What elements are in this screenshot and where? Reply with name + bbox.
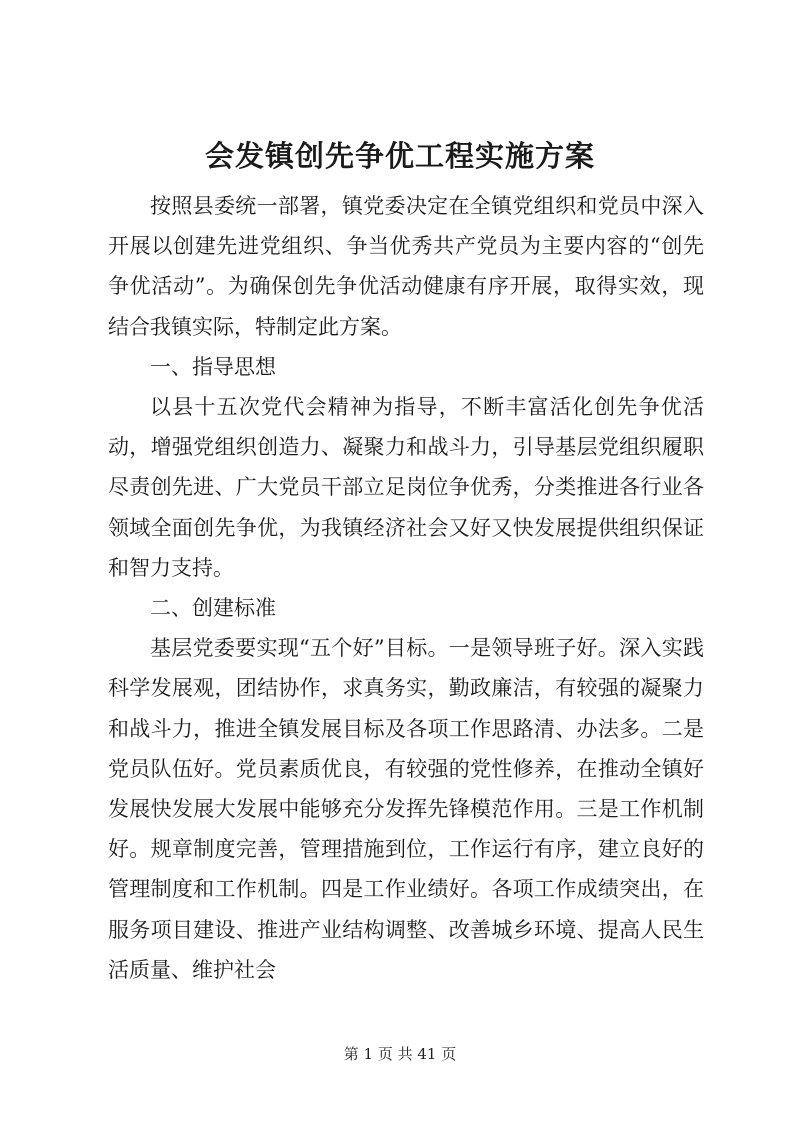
paragraph-guiding-ideology: 以县十五次党代会精神为指导，不断丰富活化创先争优活动，增强党组织创造力、凝聚力和战斗力，引导基层党组织履职尽责创先进、广大党员干部立足岗位争优秀，分类推进各行业各领域全面创先争优，为我镇经济社会又好又快发展提供组织保证和智力支持。 bbox=[108, 395, 704, 580]
page-number-label: 第 1 页 共 41 页 bbox=[343, 1045, 457, 1063]
document-title: 会发镇创先争优工程实施方案 bbox=[204, 139, 595, 173]
section-heading-guiding-ideology: 一、指导思想 bbox=[150, 354, 276, 379]
page-footer bbox=[0, 1044, 800, 1064]
paragraph-standards: 基层党委要实现“五个好”目标。一是领导班子好。深入实践科学发展观，团结协作，求真务实，勤政廉洁，有较强的凝聚力和战斗力，推进全镇发展目标及各项工作思路清、办法多。二是党员队伍好。党员素质优良，有较强的党性修养，在推动全镇好发展快发展大发展中能够充分发挥先锋模范作用。三是工作机制好。规章制度完善，管理措施到位，工作运行有序，建立良好的管理制度和工作机制。四是工作业绩好。各项工作成绩突出，在服务项目建设、推进产业结构调整、改善城乡环境、提高人民生活质量、维护社会 bbox=[108, 636, 704, 982]
paragraph-intro: 按照县委统一部署，镇党委决定在全镇党组织和党员中深入开展以创建先进党组织、争当优秀共产党员为主要内容的“创先争优活动”。为确保创先争优活动健康有序开展，取得实效，现结合我镇实际，特制定此方案。 bbox=[108, 194, 704, 339]
section-heading-standards: 二、创建标准 bbox=[150, 596, 276, 621]
document-body bbox=[108, 186, 704, 990]
